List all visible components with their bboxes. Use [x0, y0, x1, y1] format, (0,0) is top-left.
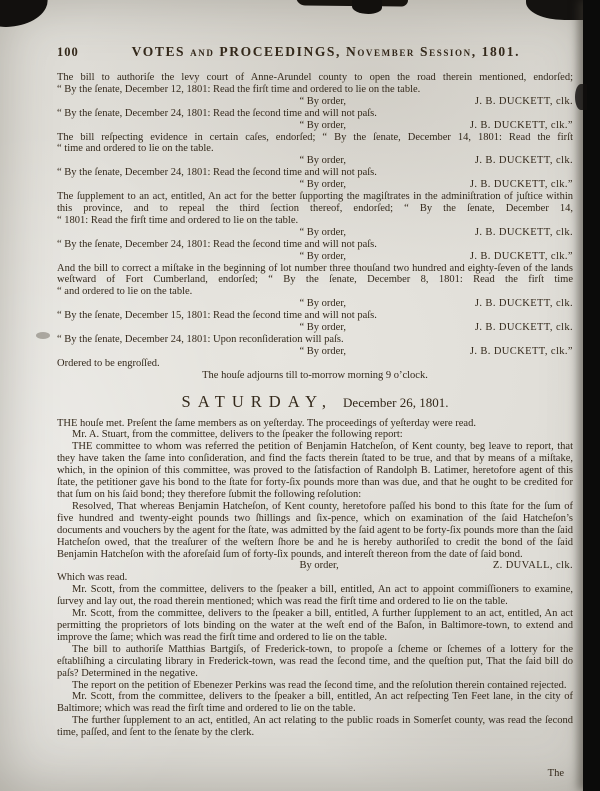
attest-clerk-signature: J. B. DUCKETT, clk.”	[469, 179, 573, 191]
scan-artifact-top-right-corner	[526, 0, 590, 20]
attestation-line	[57, 298, 573, 310]
attest-by-order: “ By order,	[299, 179, 347, 191]
attestation-line	[57, 322, 573, 334]
page-number: 100	[57, 45, 79, 59]
document-text-line: The further ſupplement to an act, entitled, An act relating to the public roads in Somerſet county, was read the ſecond time, paſſed, and ſent to the ſenate by the clerk.	[57, 715, 573, 739]
attest-by-order: “ By order,	[299, 345, 347, 357]
attest-clerk-signature: J. B. DUCKETT, clk.”	[469, 345, 573, 357]
document-text-line: “ By the ſenate, December 24, 1801: Read the ſecond time and will not paſs.	[57, 238, 377, 250]
attest-clerk-signature: J. B. DUCKETT, clk.	[474, 298, 573, 310]
scan-artifact-top-left-corner	[0, 0, 50, 30]
saturday-heading	[57, 392, 573, 412]
scan-artifact-right-blot	[575, 84, 587, 110]
document-text-line: The bill to authoriſe the levy court of Anne-Arundel county to open the road therein mentioned, endorſed;	[57, 72, 573, 83]
running-header	[57, 44, 573, 60]
attest-by-order: “ By order,	[299, 322, 347, 334]
document-text-line: “ By the ſenate, December 24, 1801: Read the ſecond time and will not paſs.	[57, 107, 377, 119]
document-text-line: “ By the ſenate, December 15, 1801: Read the ſecond time and will not paſs.	[57, 310, 377, 322]
document-text-line: Mr. Scott, from the committee, delivers to the ſpeaker a bill, entitled, An act reſpecting Ten Feet lane, in the city of Baltimore; which was read the firſt time and ordered to lie on the table.	[57, 691, 573, 715]
attestation-line	[57, 227, 573, 239]
attest-clerk-signature: J. B. DUCKETT, clk.”	[469, 250, 573, 262]
attest-by-order: “ By order,	[299, 119, 347, 131]
attest-by-order: “ By order,	[299, 155, 347, 167]
document-text-line: The report on the petition of Ebenezer Perkins was read the ſecond time, and the reſolution therein contained rejected.	[72, 679, 567, 691]
catchword: The	[547, 768, 564, 779]
attestation-line	[57, 251, 573, 263]
attest-by-order: By order,	[299, 560, 339, 572]
attest-clerk-signature: J. B. DUCKETT, clk.”	[469, 119, 573, 131]
document-text-line: THE committee to whom was referred the petition of Benjamin Hatcheſon, of Kent county, beg leave to report, that they have taken the ſame into conſideration, and find the facts therein ſtated to be true, and that by means of a miſtake, which, in the opinion of this committee, was proved to the ſatisfaction of Randolph B. Latimer, heretofore agent of this ſtate, the petitioner gave his bond to the ſtate for forty-ſix pounds more than was due, and that he ought to be credited for that ſum on his ſaid bond; they therefore ſubmit the following reſolution:	[57, 441, 573, 500]
attestation-line	[57, 346, 573, 358]
document-text-line: “ By the ſenate, December 24, 1801: Upon reconſideration will paſs.	[57, 333, 344, 345]
header-title: VOTES and PROCEEDINGS, November Seſſion, 1801.	[131, 44, 521, 59]
attest-clerk-signature: J. B. DUCKETT, clk.	[474, 155, 573, 167]
document-text-line: Mr. A. Stuart, from the committee, delivers to the ſpeaker the following report:	[72, 429, 403, 441]
document-text-line: Mr. Scott, from the committee, delivers to the ſpeaker a bill, entitled, A further ſupplement to an act, entitled, An act permitting the proprietors of lots binding on the water at the weſt end of the Baſon, in Baltimore-town, to extend and improve the ſame; which was read the firſt time and ordered to lie on the table.	[57, 608, 573, 643]
attestation-line	[57, 179, 573, 191]
document-text-line: “ time and ordered to lie on the table.	[57, 143, 214, 155]
attest-by-order: “ By order,	[299, 250, 347, 262]
document-text-line: The bill to authoriſe Matthias Bartgiſs, of Frederick-town, to propoſe a ſcheme or ſchemes of a lottery for the eſtabliſhing a circulating library in Frederick-town, was read the ſecond time, and the queſtion put, That the ſaid bill do paſs? Determined in the negative.	[57, 643, 573, 679]
attestation-line	[57, 120, 573, 132]
scan-artifact-right-edge-band	[583, 0, 600, 791]
page-content	[57, 44, 573, 739]
document-text-line: The bill reſpecting evidence in certain caſes, endorſed; “ By the ſenate, December 14, 1801: Read the firſt	[57, 131, 573, 143]
attest-clerk-signature: J. B. DUCKETT, clk.	[474, 226, 573, 238]
november-section	[57, 72, 573, 382]
document-text-line: Ordered to be engroſſed.	[57, 357, 160, 369]
attest-by-order: “ By order,	[299, 226, 347, 238]
document-text-line: The ſupplement to an act, entitled, An act for the better ſupporting the magiſtrates in the adminiſtration of juſtice within this province, and to repeal the third ſection thereof, endorſed; “ By the ſenate, December 14,	[57, 191, 573, 214]
attest-clerk-signature: J. B. DUCKETT, clk.	[474, 95, 573, 107]
attestation-line	[57, 96, 573, 108]
document-text-line: “ 1801: Read the firſt time and ordered to lie on the table.	[57, 214, 299, 226]
document-text-line: Mr. Scott, from the committee, delivers to the ſpeaker a bill, entitled, An act to appoint commiſſioners to examine, ſurvey and lay out, the road therein mentioned; which was read the firſt time and ordered to lie on the table.	[57, 584, 573, 608]
document-text-line: Resolved, That whereas Benjamin Hatcheſon, of Kent county, heretofore paſſed his bond to this ſtate for the ſum of five hundred and twenty-eight pounds two ſhillings and ſix-pence, which on examination of the ſaid Hatcheſon’s documents and vouchers by the agent for the ſtate, was admitted by the ſaid agent to be forty-ſix pounds more than the ſaid Hatcheſon owed, that the treaſurer of the weſtern ſhore be and he is hereby authoriſed to credit the bond of the ſaid Benjamin Hatcheſon with the aforeſaid ſum of forty-ſix pounds, and intereſt thereon from the date of ſaid bond.	[57, 500, 573, 560]
saturday-section-body	[57, 418, 573, 739]
document-text-line: “ By the ſenate, December 12, 1801: Read the firſt time and ordered to lie on the table.	[57, 83, 421, 95]
attest-by-order: “ By order,	[299, 298, 347, 310]
document-text-line: “ By the ſenate, December 24, 1801: Read the ſecond time and will not paſs.	[57, 167, 377, 179]
saturday-day-name: SATURDAY,	[181, 391, 334, 411]
attestation-line	[57, 155, 573, 167]
document-text-line: Which was read.	[57, 572, 128, 584]
scan-artifact-ink-smudge	[36, 332, 50, 339]
scan-artifact-top-blot	[352, 0, 382, 14]
document-text-line: THE houſe met. Preſent the ſame members as on yeſterday. The proceedings of yeſterday were read.	[57, 417, 476, 429]
attest-clerk-signature: J. B. DUCKETT, clk.	[474, 322, 573, 334]
document-text-line: “ and ordered to lie on the table.	[57, 286, 193, 298]
attestation-line	[57, 560, 573, 572]
attest-by-order: “ By order,	[299, 95, 347, 107]
document-text-line: The houſe adjourns till to-morrow morning 9 o’clock.	[202, 369, 428, 381]
attest-clerk-signature: Z. DUVALL, clk.	[492, 560, 573, 572]
saturday-date: December 26, 1801.	[343, 394, 449, 410]
document-text-line: And the bill to correct a miſtake in the beginning of lot number three thouſand two hundred and eighty-ſeven of the lands weſtward of Fort Cumberland, endorſed; “ By the ſenate, December 8, 1801: Read the firſt time	[57, 262, 573, 286]
